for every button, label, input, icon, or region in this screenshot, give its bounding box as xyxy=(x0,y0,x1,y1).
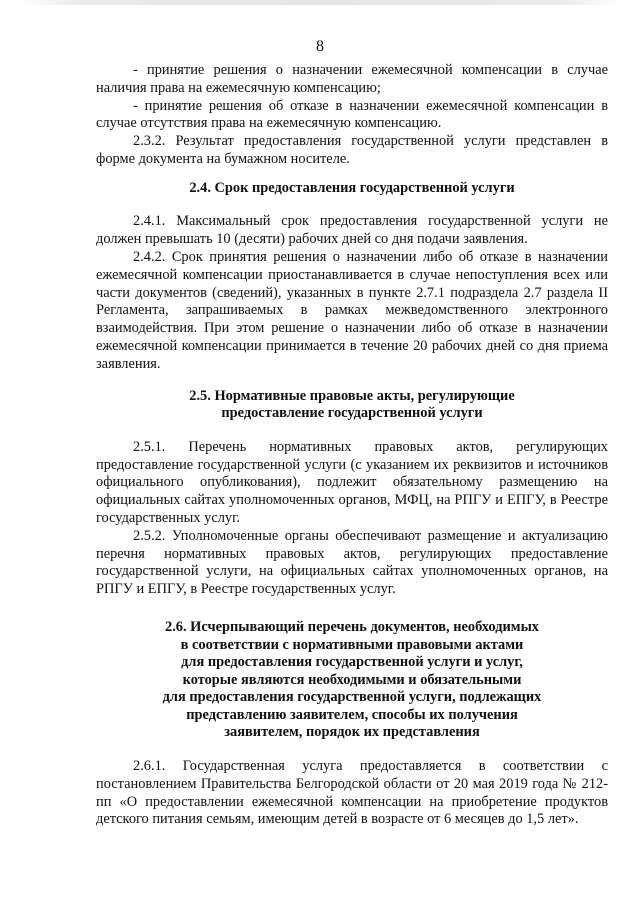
paragraph-2-6-1: 2.6.1. Государственная услуга предоставляется в соответствии с постановлением Правительства Белгородской области от 20 мая 2019 года № 212-пп «О предоставлении ежемесячной компенсации на приобретение продуктов детского питания семьям, имеющим детей в возрасте от 6 месяцев до 1,5 лет». xyxy=(96,758,608,828)
heading-line: в соответствии с нормативными правовыми актами xyxy=(180,636,524,653)
heading-line: 2.5. Нормативные правовые акты, регулирующие xyxy=(189,387,515,404)
heading-line: которые являются необходимыми и обязательными xyxy=(182,671,522,688)
heading-section-2-4 xyxy=(96,180,608,198)
heading-line: предоставление государственной услуги xyxy=(221,405,483,422)
heading-line: 2.6. Исчерпывающий перечень документов, необходимых xyxy=(165,618,539,635)
heading-section-2-5 xyxy=(96,388,608,423)
page-number: 8 xyxy=(316,38,324,55)
paragraph-2-5-2: 2.5.2. Уполномоченные органы обеспечивают размещение и актуализацию перечня нормативных правовых актов, регулирующих предоставление государственной услуги, на официальных сайтах уполномоченных органов, на РПГУ и ЕПГУ, в Реестре государственных услуг. xyxy=(96,527,608,598)
paragraph-decision-refusal: - принятие решения об отказе в назначении ежемесячной компенсации в случае отсутствия права на ежемесячную компенсацию. xyxy=(96,97,608,132)
paragraph-2-3-2: 2.3.2. Результат предоставления государственной услуги представлен в форме документа на бумажном носителе. xyxy=(96,133,608,167)
heading-line: для предоставления государственной услуги и услуг, xyxy=(181,654,523,671)
heading-line: заявителем, порядок их представления xyxy=(224,724,480,741)
heading-section-2-6 xyxy=(96,619,608,742)
heading-line: представлению заявителем, способы их получения xyxy=(186,706,518,723)
heading-line: для предоставления государственной услуги, подлежащих xyxy=(162,689,542,706)
paragraph-2-4-1: 2.4.1. Максимальный срок предоставления государственной услуги не должен превышать 10 (десяти) рабочих дней со дня подачи заявления. xyxy=(96,213,608,248)
document-body xyxy=(96,62,608,829)
paragraph-2-4-2: 2.4.2. Срок принятия решения о назначении либо об отказе в назначении ежемесячной компенсации приостанавливается в случае непоступления всех или части документов (сведений), указанных в пункте 2.7.1 подраздела 2.7 раздела II Регламента, запрашиваемых в рамках межведомственного электронного взаимодействия. При этом решение о назначении либо об отказе в назначении ежемесячной компенсации принимается в течение 20 рабочих дней со дня приема заявления. xyxy=(96,248,608,372)
heading-line: 2.4. Срок предоставления государственной услуги xyxy=(189,179,515,196)
scan-edge-artifact xyxy=(20,0,620,5)
paragraph-decision-grant: - принятие решения о назначении ежемесячной компенсации в случае наличия права на ежемесячную компенсацию; xyxy=(96,62,608,96)
paragraph-2-5-1: 2.5.1. Перечень нормативных правовых актов, регулирующих предоставление государственной услуги (с указанием их реквизитов и источников официального опубликования), подлежит обязательному размещению на официальных сайтах уполномоченных органов, МФЦ, на РПГУ и ЕПГУ, в Реестре государственных услуг. xyxy=(96,438,608,526)
